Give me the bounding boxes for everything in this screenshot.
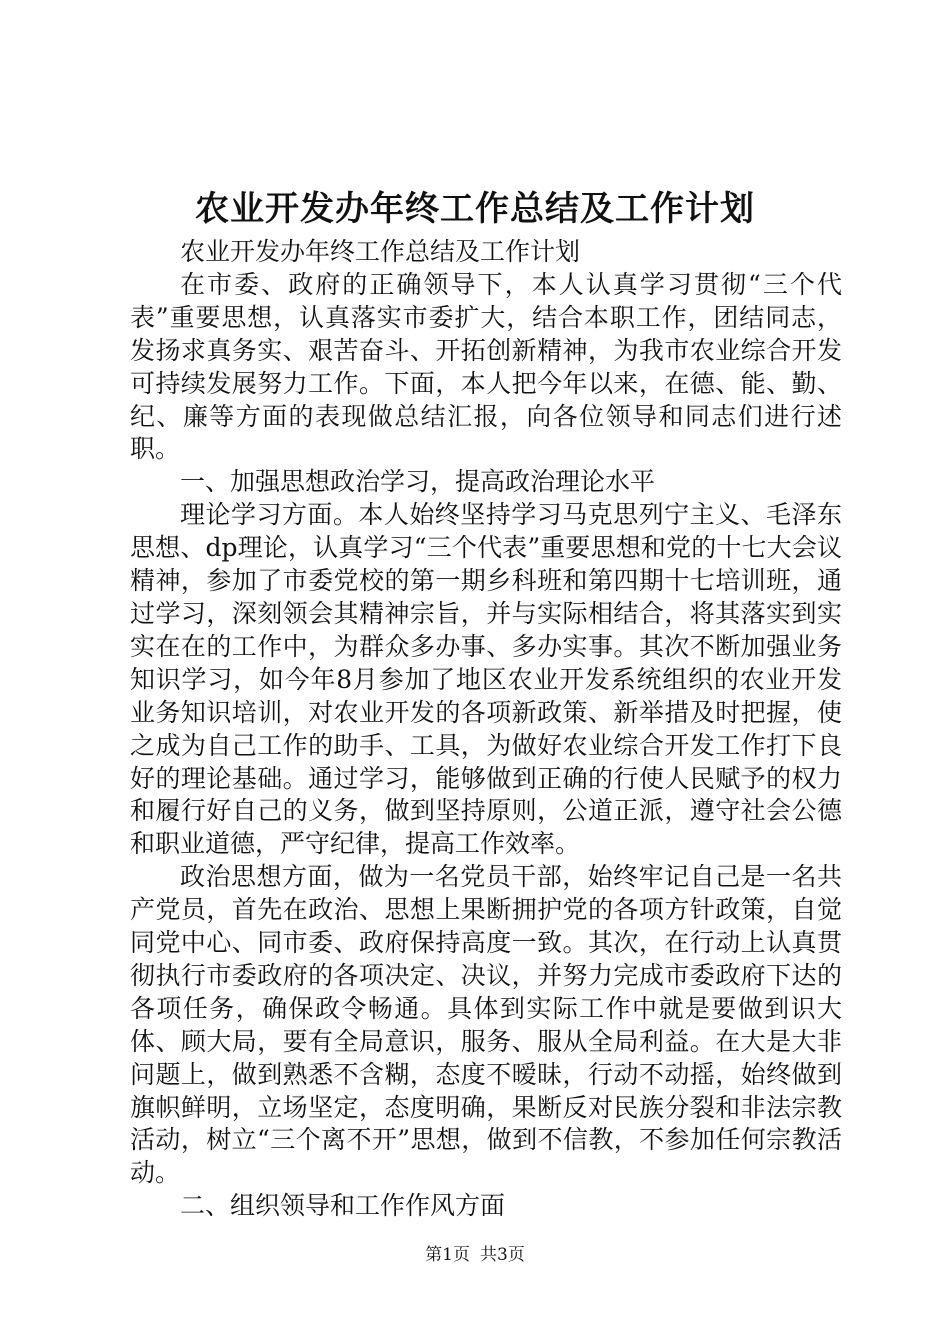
document-body	[130, 236, 842, 1223]
page-number: 第1页	[425, 1245, 470, 1265]
page-total: 共3页	[480, 1245, 525, 1265]
section-heading-1: 一、加强思想政治学习，提高政治理论水平	[180, 467, 656, 497]
document-title: 农业开发办年终工作总结及工作计划	[195, 189, 755, 229]
intro-paragraph: 在市委、政府的正确领导下，本人认真学习贯彻“三个代表”重要思想，认真落实市委扩大，结合本职工作，团结同志，发扬求真务实、艰苦奋斗、开拓创新精神，为我市农业综合开发可持续发展努力工作。下面，本人把今年以来，在德、能、勤、纪、廉等方面的表现做总结汇报，向各位领导和同志们进行述职。	[130, 269, 842, 464]
section-heading-2: 二、组织领导和工作作风方面	[180, 1191, 506, 1221]
page-footer	[0, 1243, 950, 1267]
theory-study-paragraph: 理论学习方面。本人始终坚持学习马克思列宁主义、毛泽东思想、dp理论，认真学习“三个代表”重要思想和党的十七大会议精神，参加了市委党校的第一期乡科班和第四期十七培训班，通过学习，深刻领会其精神宗旨，并与实际相结合，将其落实到实实在在的工作中，为群众多办事、多办实事。其次不断加强业务知识学习，如今年8月参加了地区农业开发系统组织的农业开发业务知识培训，对农业开发的各项新政策、新举措及时把握，使之成为自己工作的助手、工具，为做好农业综合开发工作打下良好的理论基础。通过学习，能够做到正确的行使人民赋予的权力和履行好自己的义务，做到坚持原则，公道正派，遵守社会公德和职业道德，严守纪律，提高工作效率。	[130, 500, 842, 859]
subtitle-paragraph: 农业开发办年终工作总结及工作计划	[180, 237, 581, 266]
political-thought-paragraph: 政治思想方面，做为一名党员干部，始终牢记自己是一名共产党员，首先在政治、思想上果断拥护党的各项方针政策，自觉同党中心、同市委、政府保持高度一致。其次，在行动上认真贯彻执行市委政府的各项决定、决议，并努力完成市委政府下达的各项任务，确保政令畅通。具体到实际工作中就是要做到识大体、顾大局，要有全局意识，服务、服从全局利益。在大是大非问题上，做到熟悉不含糊，态度不暧昧，行动不动摇，始终做到旗帜鲜明，立场坚定，态度明确，果断反对民族分裂和非法宗教活动，树立“三个离不开”思想，做到不信教，不参加任何宗教活动。	[130, 862, 842, 1188]
